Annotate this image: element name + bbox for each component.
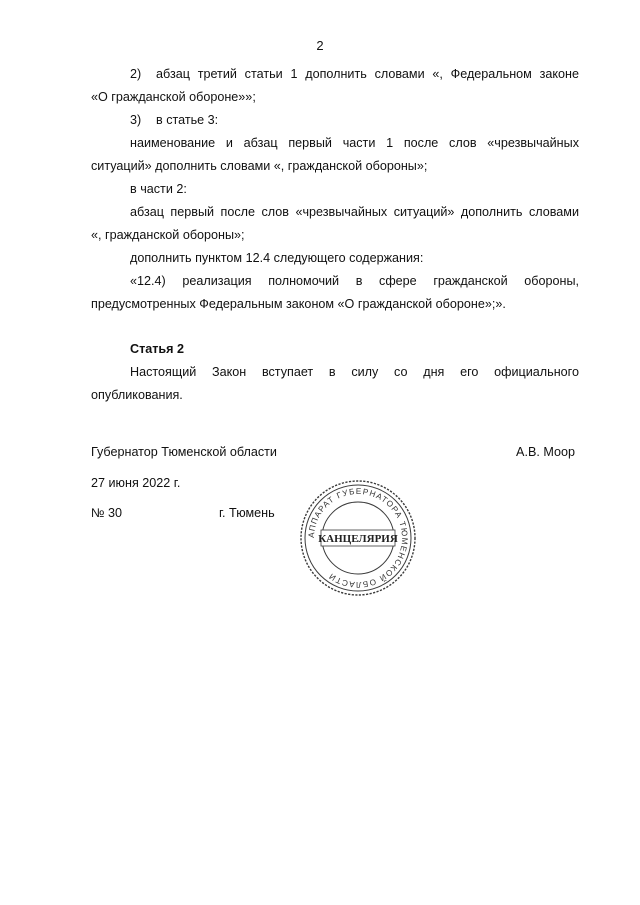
office-seal — [299, 479, 417, 597]
paragraph-8-line-2: предусмотренных Федеральным законом «О гражданской обороне»;». — [91, 297, 506, 311]
paragraph-6-line-2: «, гражданской обороны»; — [91, 228, 245, 242]
article-2-line-1: Настоящий Закон вступает в силу со дня его официального — [130, 365, 579, 379]
paragraph-2-number: 2) — [130, 67, 142, 81]
seal-ring-text: АППАРАТ ГУБЕРНАТОРА ТЮМЕНСКОЙ ОБЛАСТИ — [306, 486, 410, 590]
paragraph-2-text: абзац третий статьи 1 дополнить словами «, Федеральном законе — [156, 67, 579, 81]
article-2 — [91, 0, 579, 400]
paragraph-3-text: в статье 3: — [156, 113, 219, 127]
article-2-title: Статья 2 — [130, 342, 185, 356]
paragraph-5-line-1: в части 2: — [130, 182, 187, 196]
paragraph-6-line-1: абзац первый после слов «чрезвычайных ситуаций» дополнить словами — [130, 205, 579, 219]
signature-date: 27 июня 2022 г. — [91, 476, 181, 490]
signatory-position: Губернатор Тюменской области — [91, 445, 277, 459]
page-number: 2 — [316, 38, 324, 53]
signature-city: г. Тюмень — [219, 506, 275, 520]
paragraph-7-line-1: дополнить пунктом 12.4 следующего содержания: — [130, 251, 424, 265]
seal-center-text: КАНЦЕЛЯРИЯ — [318, 533, 398, 545]
signatory-name: А.В. Моор — [516, 445, 575, 459]
paragraph-4-line-2: ситуаций» дополнить словами «, гражданской обороны»; — [91, 159, 428, 173]
document-number: № 30 — [91, 506, 123, 520]
article-2-line-2: опубликования. — [91, 388, 183, 402]
paragraph-2-line-2: «О гражданской обороне»»; — [91, 90, 256, 104]
signature-line — [91, 444, 575, 460]
paragraph-3-number: 3) — [130, 113, 142, 127]
paragraph-8-line-1: «12.4) реализация полномочий в сфере гражданской обороны, — [130, 274, 579, 288]
paragraph-4-line-1: наименование и абзац первый части 1 после слов «чрезвычайных — [130, 136, 579, 150]
